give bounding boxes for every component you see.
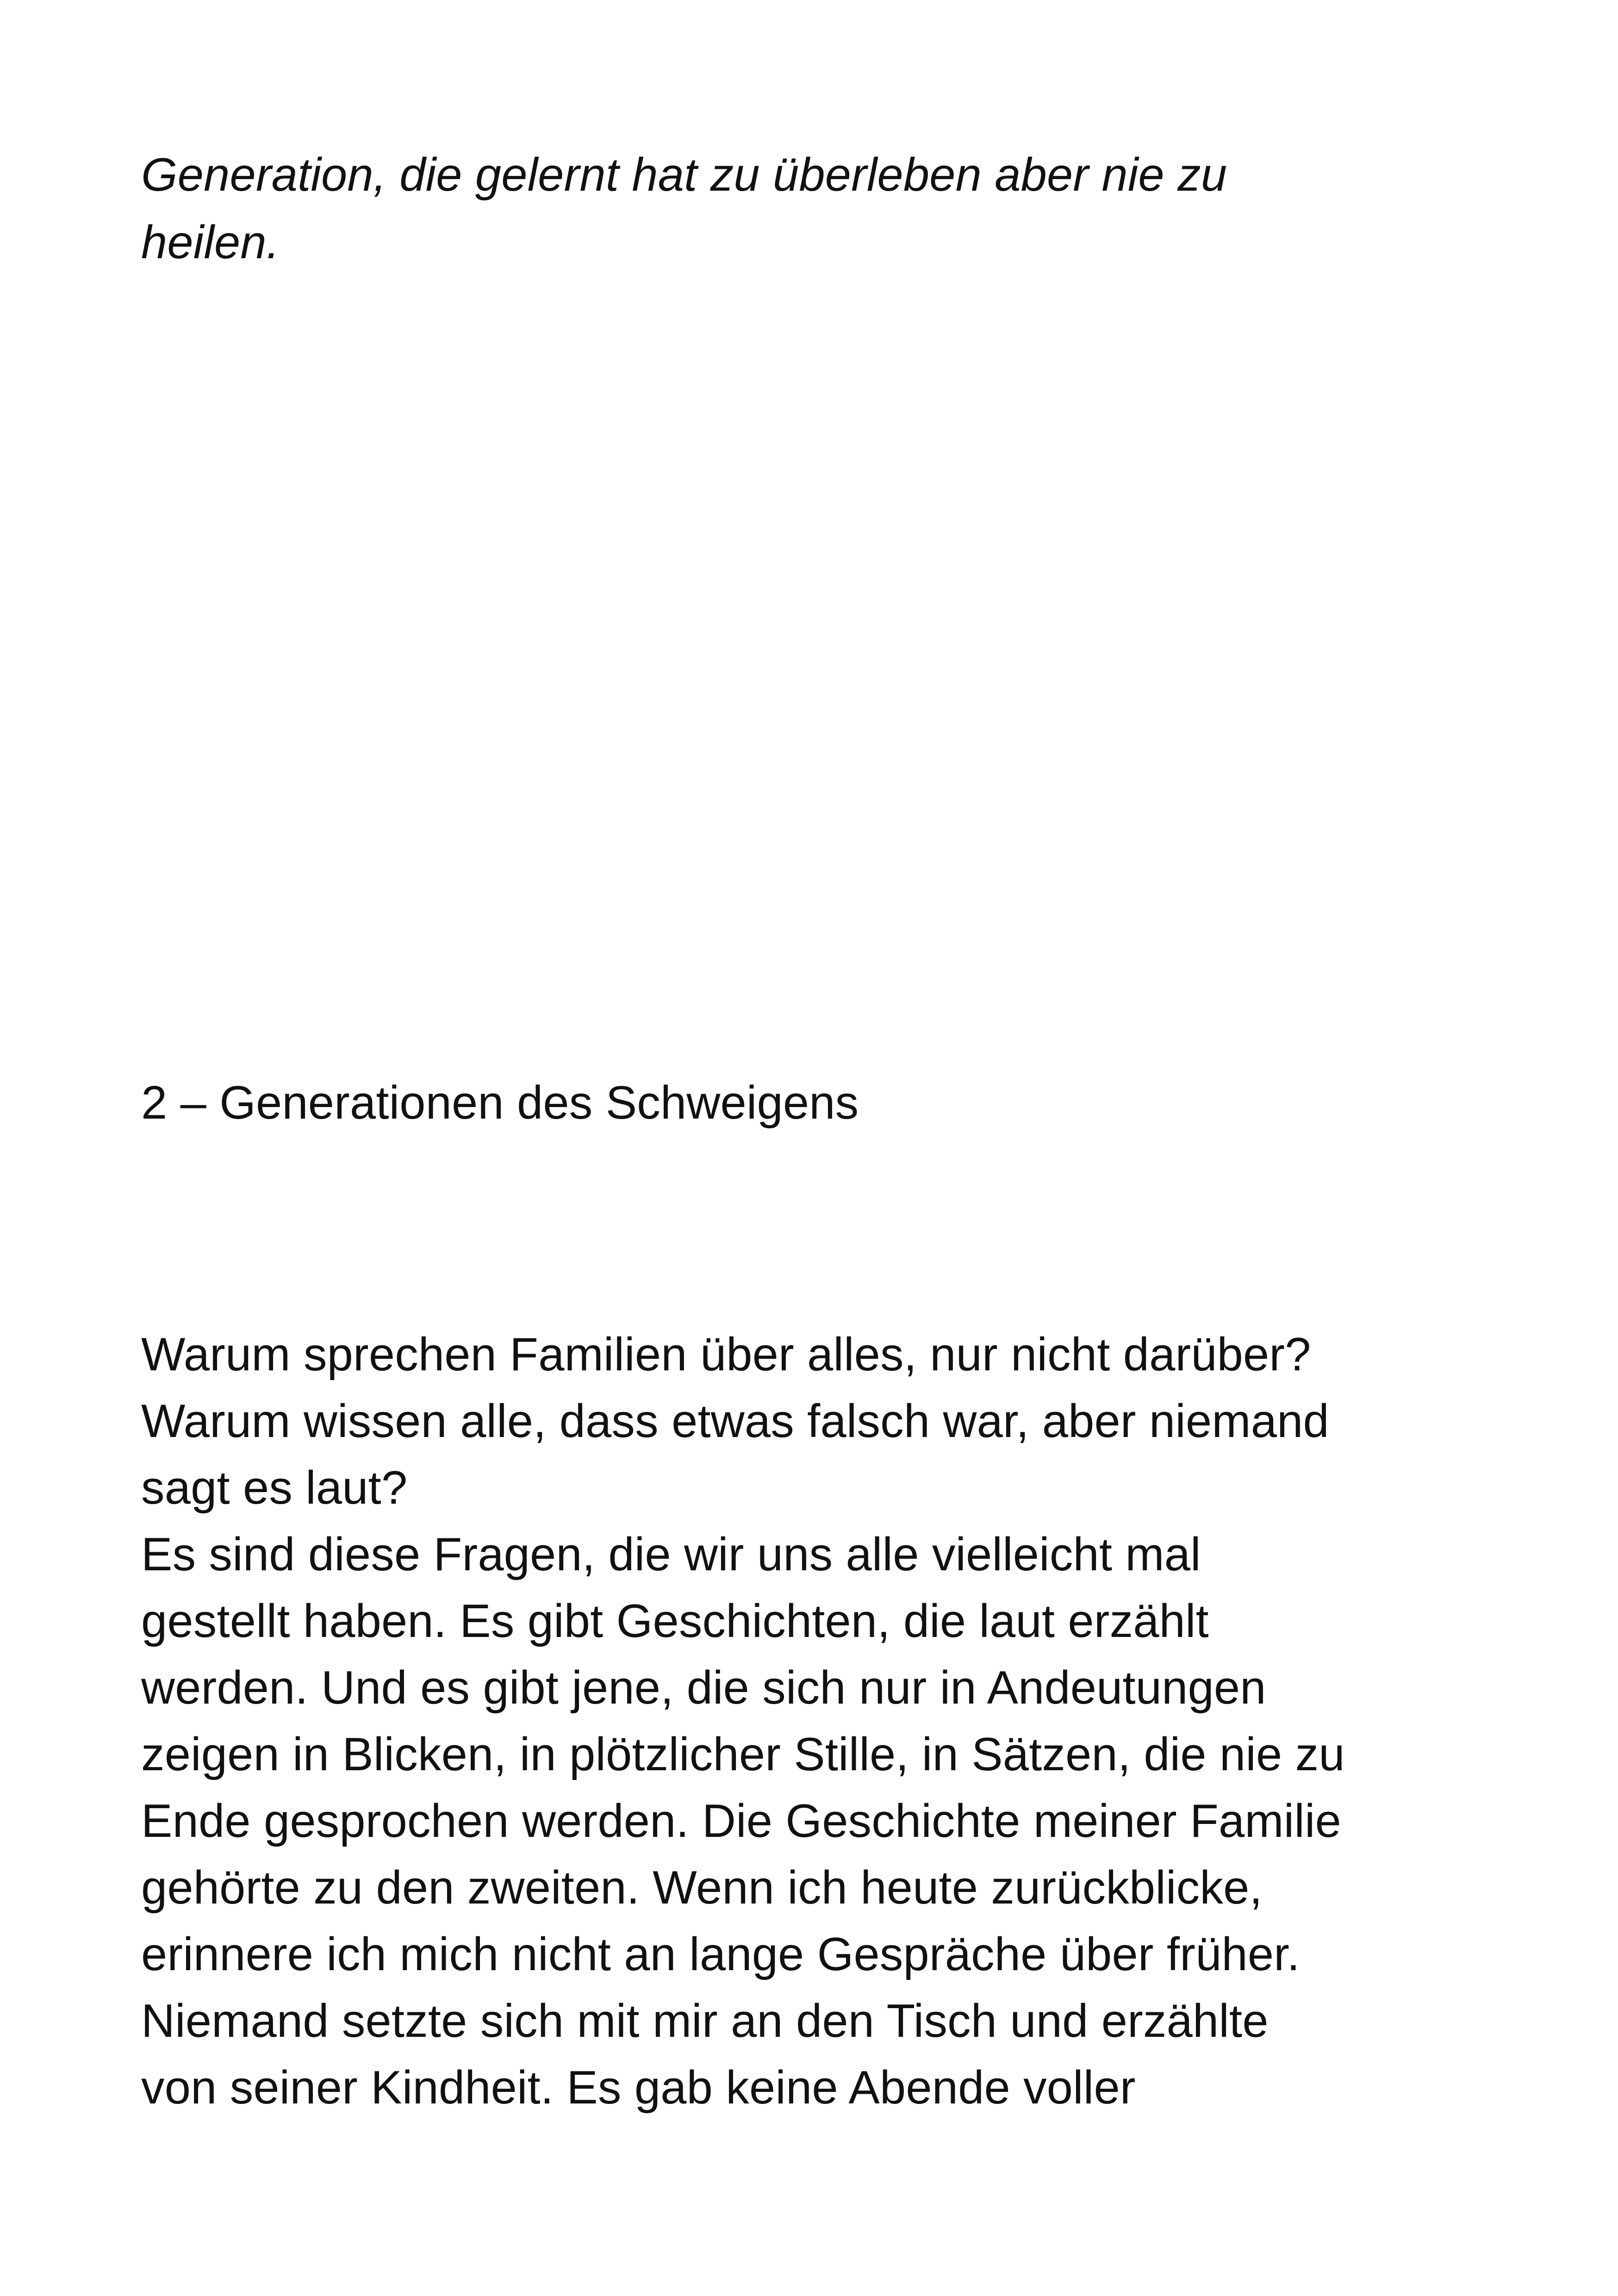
body-line: von seiner Kindheit. Es gab keine Abende voller [141, 2062, 1136, 2114]
body-line: Niemand setzte sich mit mir an den Tisch und erzählte [141, 1995, 1269, 2047]
body-line: gestellt haben. Es gibt Geschichten, die laut erzählt [141, 1595, 1209, 1647]
body-line: Warum sprechen Familien über alles, nur nicht darüber? [141, 1329, 1311, 1381]
body-line: erinnere ich mich nicht an lange Gespräche über früher. [141, 1929, 1300, 1980]
body-line: Es sind diese Fragen, die wir uns alle vielleicht mal [141, 1529, 1201, 1580]
body-line: sagt es laut? [141, 1462, 408, 1514]
body-line: Ende gesprochen werden. Die Geschichte meiner Familie [141, 1795, 1342, 1847]
chapter-heading: 2 – Generationen des Schweigens [141, 1077, 859, 1129]
body-line: gehörte zu den zweiten. Wenn ich heute zurückblicke, [141, 1862, 1263, 1914]
body-line: werden. Und es gibt jene, die sich nur in Andeutungen [141, 1662, 1266, 1714]
body-line: zeigen in Blicken, in plötzlicher Stille, in Sätzen, die nie zu [141, 1729, 1345, 1780]
body-line: Warum wissen alle, dass etwas falsch war, aber niemand [141, 1395, 1329, 1447]
quote-line: heilen. [141, 217, 280, 268]
quote-line: Generation, die gelernt hat zu überleben aber nie zu [141, 149, 1227, 201]
